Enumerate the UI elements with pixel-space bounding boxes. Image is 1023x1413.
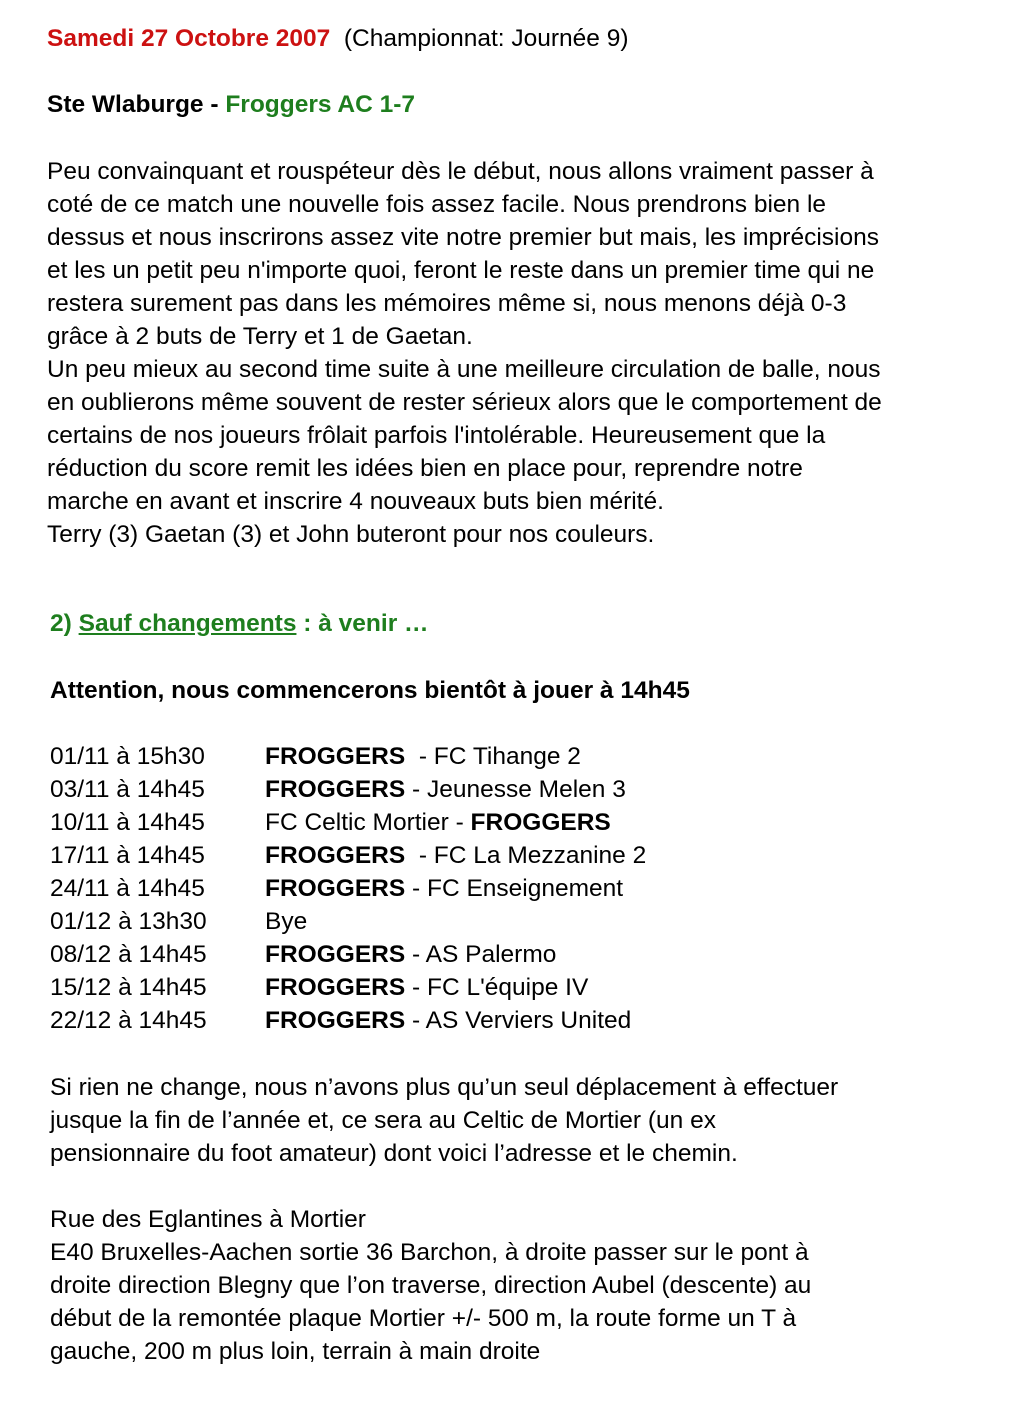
fixture-date: 22/12 à 14h45 <box>50 1007 207 1034</box>
report-line: dessus et nous inscrirons assez vite notre premier but mais, les imprécisions <box>47 224 879 251</box>
report-line: restera surement pas dans les mémoires même si, nous menons déjà 0-3 <box>47 290 847 317</box>
travel-note-line: pensionnaire du foot amateur) dont voici l’adresse et le chemin. <box>50 1140 738 1167</box>
report-line: Un peu mieux au second time suite à une meilleure circulation de balle, nous <box>47 356 881 383</box>
fixture-date: 01/11 à 15h30 <box>50 743 205 770</box>
fixture-opponent: - Jeunesse Melen 3 <box>405 776 626 803</box>
attention-notice <box>50 674 1000 707</box>
fixture-row <box>50 905 1000 938</box>
report-line: Terry (3) Gaetan (3) et John buteront pour nos couleurs. <box>47 521 655 548</box>
report-line: marche en avant et inscrire 4 nouveaux buts bien mérité. <box>47 488 664 515</box>
section-suffix: : à venir … <box>303 610 429 637</box>
fixture-opponent: - AS Palermo <box>405 941 557 968</box>
travel-note-line: jusque la fin de l’année et, ce sera au Celtic de Mortier (un ex <box>50 1107 716 1134</box>
fixture-date: 08/12 à 14h45 <box>50 941 207 968</box>
fixture-row <box>50 740 1000 773</box>
fixture-row <box>50 1004 1000 1037</box>
report-line: Peu convainquant et rouspéteur dès le début, nous allons vraiment passer à <box>47 158 874 185</box>
fixture-team: FROGGERS <box>265 743 406 770</box>
match-date-line <box>47 22 997 55</box>
travel-note-line: Si rien ne change, nous n’avons plus qu’un seul déplacement à effectuer <box>50 1074 839 1101</box>
attention-text: Attention, nous commencerons bientôt à jouer à 14h45 <box>50 677 690 704</box>
report-line: réduction du score remit les idées bien en place pour, reprendre notre <box>47 455 803 482</box>
fixture-team: FROGGERS <box>265 1007 406 1034</box>
upcoming-heading <box>50 607 1000 640</box>
fixture-row <box>50 839 1000 872</box>
directions-line: début de la remontée plaque Mortier +/- 500 m, la route forme un T à <box>50 1305 797 1332</box>
fixture-date: 10/11 à 14h45 <box>50 809 205 836</box>
report-line: et les un petit peu n'importe quoi, feront le reste dans un premier time qui ne <box>47 257 875 284</box>
fixture-opponent: - FC Enseignement <box>405 875 624 902</box>
fixture-opponent: - FC L'équipe IV <box>405 974 589 1001</box>
travel-note <box>50 1071 1000 1170</box>
away-team-score: Froggers AC 1-7 <box>225 91 416 118</box>
directions <box>50 1203 1000 1368</box>
home-team: Ste Wlaburge - <box>47 91 219 118</box>
fixture-row <box>50 806 1000 839</box>
fixture-opponent: - FC Tihange 2 <box>405 743 581 770</box>
fixture-opponent: - FC La Mezzanine 2 <box>405 842 647 869</box>
fixture-list <box>50 740 1000 1037</box>
fixture-team: FROGGERS <box>265 941 406 968</box>
fixture-date: 17/11 à 14h45 <box>50 842 205 869</box>
fixture-team: FROGGERS <box>265 776 406 803</box>
report-line: certains de nos joueurs frôlait parfois l'intolérable. Heureusement que la <box>47 422 826 449</box>
fixture-opponent: - AS Verviers United <box>405 1007 632 1034</box>
fixture-team: FROGGERS <box>265 974 406 1001</box>
fixture-date: 15/12 à 14h45 <box>50 974 207 1001</box>
directions-line: E40 Bruxelles-Aachen sortie 36 Barchon, à droite passer sur le pont à <box>50 1239 809 1266</box>
section-title: Sauf changements <box>78 610 297 637</box>
competition-round: (Championnat: Journée 9) <box>343 25 629 52</box>
report-line: en oublierons même souvent de rester sérieux alors que le comportement de <box>47 389 882 416</box>
fixture-date: 24/11 à 14h45 <box>50 875 205 902</box>
section-number: 2) <box>50 610 72 637</box>
fixture-date: 03/11 à 14h45 <box>50 776 205 803</box>
fixture-row <box>50 971 1000 1004</box>
fixture-date: 01/12 à 13h30 <box>50 908 207 935</box>
directions-line: gauche, 200 m plus loin, terrain à main droite <box>50 1338 541 1365</box>
match-report <box>47 155 997 551</box>
fixture-row <box>50 872 1000 905</box>
fixture-team: FROGGERS <box>265 842 406 869</box>
fixture-opponent-pre: Bye <box>265 908 308 935</box>
fixture-opponent-pre: FC Celtic Mortier - <box>265 809 471 836</box>
match-result <box>47 88 997 121</box>
report-line: coté de ce match une nouvelle fois assez facile. Nous prendrons bien le <box>47 191 827 218</box>
directions-line: droite direction Blegny que l’on traverse, direction Aubel (descente) au <box>50 1272 812 1299</box>
fixture-row <box>50 773 1000 806</box>
match-date: Samedi 27 Octobre 2007 <box>47 25 331 52</box>
fixture-team: FROGGERS <box>265 875 406 902</box>
fixture-row <box>50 938 1000 971</box>
report-line: grâce à 2 buts de Terry et 1 de Gaetan. <box>47 323 473 350</box>
fixture-team: FROGGERS <box>470 809 611 836</box>
address-line: Rue des Eglantines à Mortier <box>50 1206 366 1233</box>
